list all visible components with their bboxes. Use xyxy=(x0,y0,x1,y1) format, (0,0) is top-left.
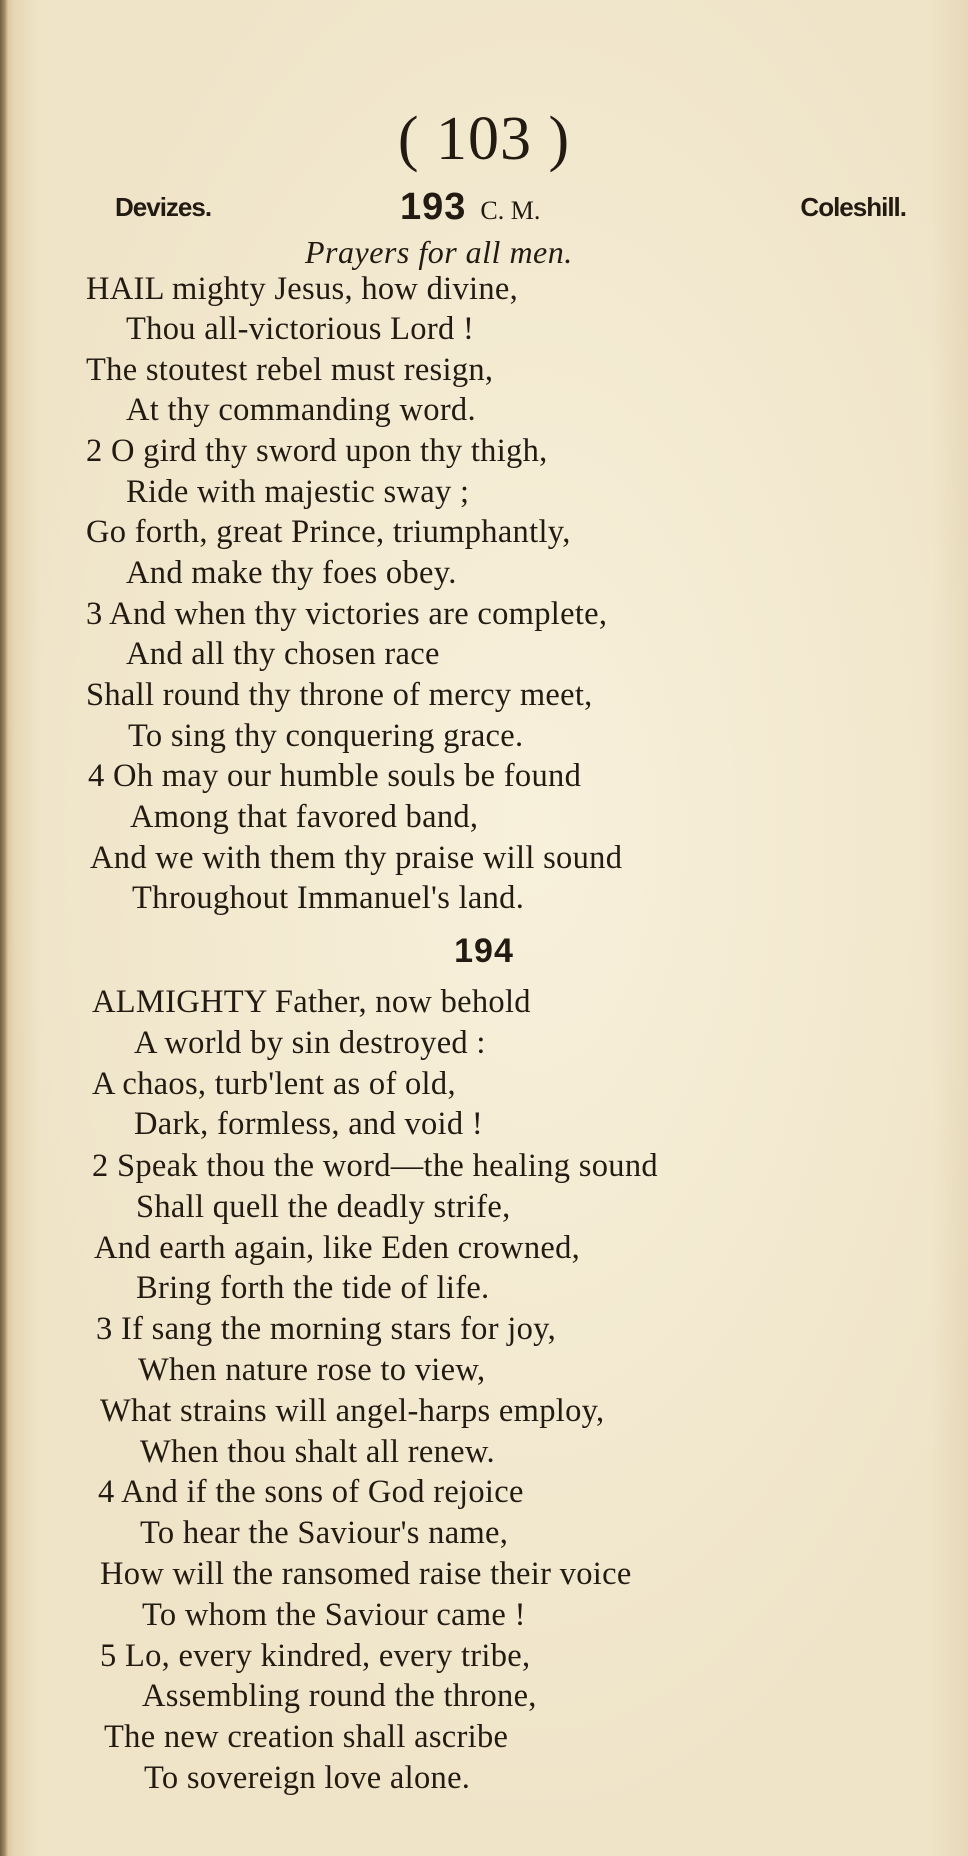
hymn-193-line: Shall round thy throne of mercy meet, xyxy=(86,677,593,713)
hymn-193-line: The stoutest rebel must resign, xyxy=(86,352,494,388)
hymn-193-line: 3 And when thy victories are complete, xyxy=(86,596,608,632)
page-number: ( 103 ) xyxy=(397,105,571,173)
hymn-194-line: When nature rose to view, xyxy=(138,1352,486,1388)
hymn-194-line: 3 If sang the morning stars for joy, xyxy=(96,1311,556,1347)
hymn-194-line: How will the ransomed raise their voice xyxy=(100,1556,632,1592)
hymn-193-subtitle: Prayers for all men. xyxy=(305,234,573,270)
tune-name-right: Coleshill. xyxy=(800,192,906,222)
hymn-194-line: To sovereign love alone. xyxy=(144,1760,471,1796)
hymn-194-line: 5 Lo, every kindred, every tribe, xyxy=(100,1638,531,1674)
hymn-193-line: Go forth, great Prince, triumphantly, xyxy=(86,514,571,550)
hymn-194-line: 2 Speak thou the word—the healing sound xyxy=(92,1148,658,1184)
hymn-193-line: 4 Oh may our humble souls be found xyxy=(88,758,582,794)
hymn-193-line: HAIL mighty Jesus, how divine, xyxy=(86,271,519,307)
hymn-194-line: Shall quell the deadly strife, xyxy=(136,1189,511,1225)
hymn-194-line: Dark, formless, and void ! xyxy=(134,1106,483,1142)
hymn-193-line: At thy commanding word. xyxy=(126,392,476,428)
hymn-194-line: A world by sin destroyed : xyxy=(134,1025,486,1061)
hymn-193-line: Among that favored band, xyxy=(130,799,479,835)
hymn-193-line: And we with them thy praise will sound xyxy=(90,840,623,876)
hymn-194-line: The new creation shall ascribe xyxy=(104,1719,509,1755)
hymn-194-number: 194 xyxy=(454,932,514,970)
hymn-193-line: And all thy chosen race xyxy=(126,636,440,672)
hymn-194-line: Bring forth the tide of life. xyxy=(136,1270,490,1306)
hymn-194-line: When thou shalt all renew. xyxy=(140,1434,495,1470)
hymn-193-line: Throughout Immanuel's land. xyxy=(132,880,525,916)
hymn-193-line: And make thy foes obey. xyxy=(126,555,457,591)
hymn-193-line: 2 O gird thy sword upon thy thigh, xyxy=(86,433,548,469)
hymn-194-line: ALMIGHTY Father, now behold xyxy=(92,984,531,1020)
tune-name-left: Devizes. xyxy=(115,192,212,222)
hymn-193-number: 193 xyxy=(400,186,467,228)
book-spine-edge xyxy=(0,0,8,1856)
hymn-193-header xyxy=(400,186,540,229)
hymn-194-line: To whom the Saviour came ! xyxy=(142,1597,526,1633)
hymn-193-meter: C. M. xyxy=(480,196,541,225)
hymn-193-line: Ride with majestic sway ; xyxy=(126,474,470,510)
hymn-193-line: Thou all-victorious Lord ! xyxy=(126,311,475,347)
hymn-194-line: To hear the Saviour's name, xyxy=(140,1515,509,1551)
hymn-193-line: To sing thy conquering grace. xyxy=(128,718,524,754)
hymn-194-line: 4 And if the sons of God rejoice xyxy=(98,1474,524,1510)
hymn-194-line: What strains will angel-harps employ, xyxy=(100,1393,605,1429)
hymn-194-line: And earth again, like Eden crowned, xyxy=(94,1230,581,1266)
hymn-194-line: A chaos, turb'lent as of old, xyxy=(92,1066,456,1102)
hymn-194-line: Assembling round the throne, xyxy=(142,1678,537,1714)
